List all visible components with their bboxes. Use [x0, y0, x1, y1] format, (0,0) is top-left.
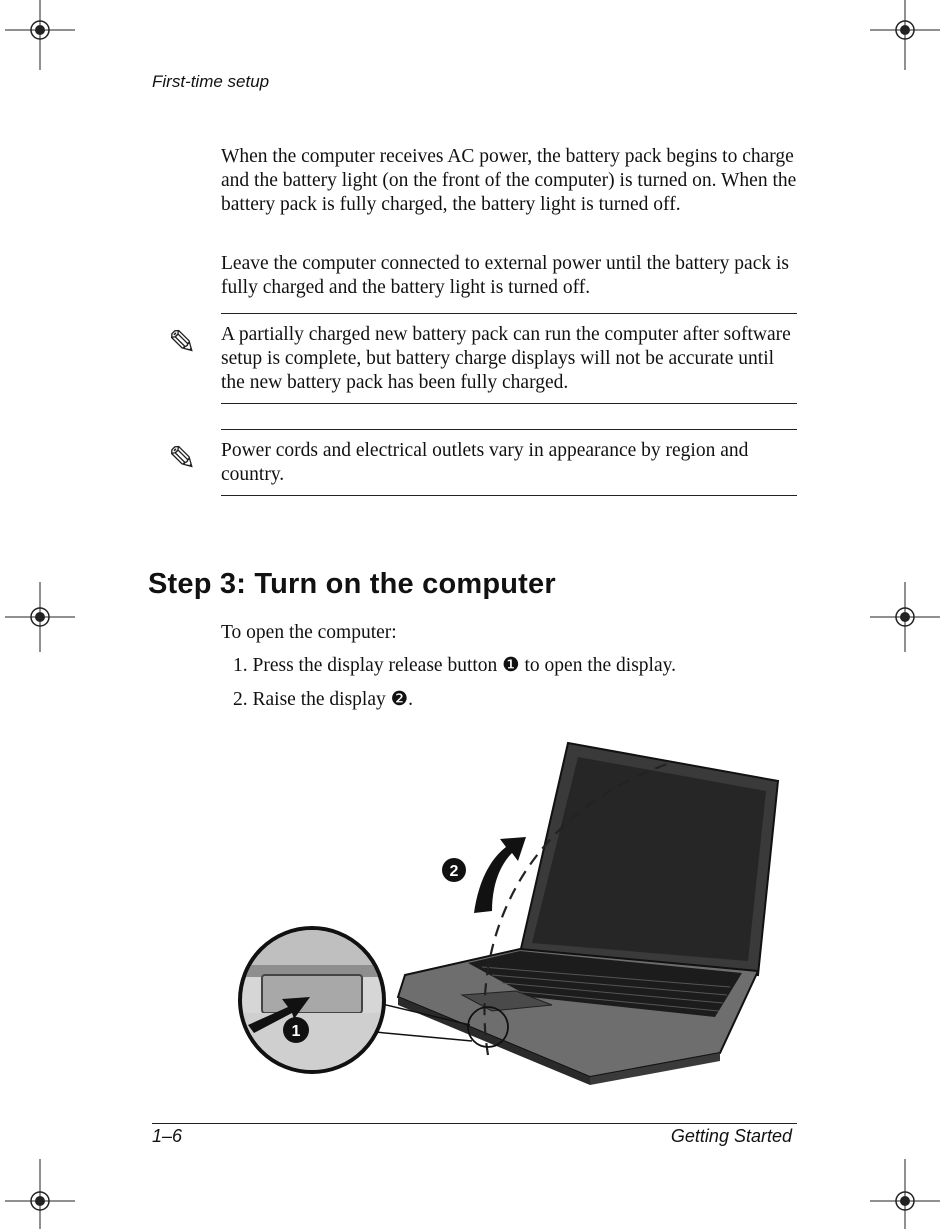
svg-text:1: 1 — [291, 1023, 301, 1040]
callout-1-icon: ❶ — [502, 655, 520, 676]
registration-mark-icon — [870, 1159, 940, 1229]
body-paragraph: When the computer receives AC power, the battery pack begins to charge and the battery light (on the front of the computer) is turned on. When the battery pack is fully charged, the battery light is turned off. — [221, 146, 797, 215]
pencil-note-icon: ✎ — [168, 324, 197, 362]
running-header: First-time setup — [152, 72, 270, 91]
step-item-2: 2. Raise the display ❷. — [233, 689, 413, 710]
page-number: 1–6 — [152, 1126, 183, 1146]
footer-rule — [152, 1123, 797, 1124]
registration-mark-icon — [5, 1159, 75, 1229]
section-heading: Step 3: Turn on the computer — [148, 568, 556, 600]
registration-mark-icon — [5, 582, 75, 652]
registration-mark-icon — [870, 0, 940, 70]
body-paragraph: Leave the computer connected to external power until the battery pack is fully charged and the battery light is turned off. — [221, 253, 789, 298]
registration-mark-icon — [870, 582, 940, 652]
note-text: A partially charged new battery pack can run the computer after software setup is complete, but battery charge displays will not be accurate until the new battery pack has been fully charged. — [221, 324, 791, 393]
note-text: Power cords and electrical outlets vary in appearance by region and country. — [221, 440, 749, 485]
note-rule — [221, 403, 797, 404]
svg-text:2: 2 — [449, 863, 459, 880]
step-intro: To open the computer: — [221, 622, 397, 643]
laptop-illustration — [230, 735, 800, 1085]
footer-title: Getting Started — [670, 1126, 792, 1146]
callout-2-icon: ❷ — [390, 689, 409, 710]
note-rule — [221, 313, 797, 314]
note-rule — [221, 495, 797, 496]
step-item-1: 1. Press the display release button ❶ to open the display. — [233, 655, 676, 676]
registration-mark-icon — [5, 0, 75, 70]
note-rule — [221, 429, 797, 430]
raise-arrow-icon — [474, 837, 526, 913]
release-button — [262, 975, 362, 1013]
pencil-note-icon: ✎ — [168, 440, 197, 478]
